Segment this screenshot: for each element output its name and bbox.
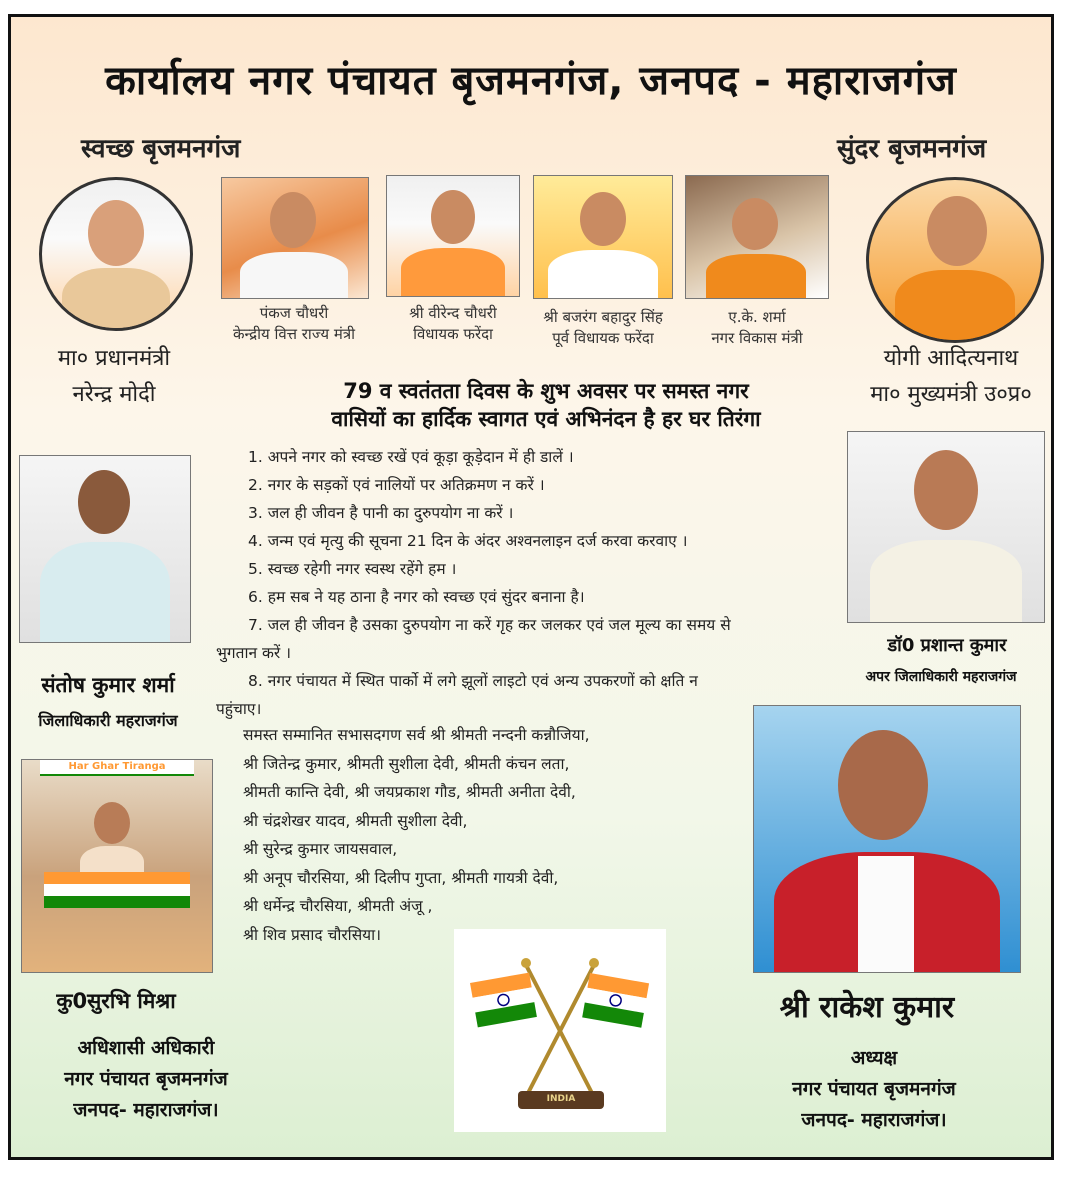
eo-photo: [21, 759, 213, 973]
leader-caption-3: [525, 307, 681, 349]
councillor-line: श्री चंद्रशेखर यादव, श्रीमती सुशीला देवी,: [243, 811, 468, 830]
dm-photo: [19, 455, 191, 643]
poster-banner: Har Ghar Tiranga: [40, 760, 194, 776]
page-title: कार्यालय नगर पंचायत बृजमनगंज, जनपद - महाराजगंज: [105, 58, 957, 104]
councillor-line: श्री अनूप चौरसिया, श्री दिलीप गुप्ता, श्रीमती गायत्री देवी,: [243, 868, 559, 887]
councillor-list: [243, 721, 713, 949]
adm-role: अपर जिलाधिकारी महराजगंज: [865, 669, 1017, 685]
leader-role: नगर विकास मंत्री: [711, 329, 803, 347]
pm-name: नरेन्द्र मोदी: [72, 382, 156, 407]
instruction-item-cont: भुगतान करें ।: [216, 644, 292, 662]
chairman-roles: [729, 1043, 1019, 1136]
leader-name: श्री वीरेन्द चौधरी: [409, 304, 497, 322]
eo-name: कु0सुरभि मिश्रा: [56, 989, 176, 1013]
instruction-list: [216, 443, 846, 723]
instruction-item-cont: पहुंचाए।: [216, 700, 262, 718]
councillor-line: श्री जितेन्द्र कुमार, श्रीमती सुशीला देवी, श्रीमती कंचन लता,: [243, 754, 570, 773]
leader-caption-2: [385, 303, 521, 345]
leader-photo-3: [533, 175, 673, 299]
leader-role: विधायक फरेंदा: [413, 325, 493, 343]
leader-caption-1: [203, 303, 385, 345]
dm-role: जिलाधिकारी महराजगंज: [38, 711, 178, 730]
leader-photo-2: [386, 175, 520, 297]
eo-role-line: नगर पंचायत बृजमनगंज: [64, 1068, 228, 1090]
leader-role: पूर्व विधायक फरेंदा: [552, 329, 654, 347]
chairman-role-line: जनपद- महाराजगंज।: [801, 1109, 947, 1131]
cm-name: योगी आदित्यनाथ: [883, 346, 1019, 371]
councillor-line: श्री धर्मेन्द्र चौरसिया, श्रीमती अंजू ,: [243, 897, 433, 915]
chairman-role-line: अध्यक्ष: [850, 1047, 898, 1069]
pm-photo: [39, 177, 193, 331]
cm-title: मा० मुख्यमंत्री उ०प्र०: [870, 382, 1032, 407]
instruction-item: 4. जन्म एवं मृत्यु की सूचना 21 दिन के अंदर अश्वनलाइन दर्ज करवा करवाए ।: [248, 532, 688, 550]
leader-role: केन्द्रीय वित्त राज्य मंत्री: [232, 325, 356, 343]
leader-photo-4: [685, 175, 829, 299]
adm-photo: [847, 431, 1045, 623]
cm-photo: [866, 177, 1044, 343]
eo-role-line: जनपद- महाराजगंज।: [73, 1099, 219, 1121]
pm-title: मा० प्रधानमंत्री: [57, 346, 171, 371]
leader-caption-4: [687, 307, 827, 349]
leader-name: पंकज चौधरी: [259, 304, 329, 322]
dm-name: संतोष कुमार शर्मा: [41, 673, 175, 697]
poster: [8, 14, 1054, 1160]
instruction-item: 8. नगर पंचायत में स्थित पार्को में लगे झूलों लाइटो एवं अन्य उपकरणों को क्षति न: [248, 672, 698, 690]
councillor-line: श्रीमती कान्ति देवी, श्री जयप्रकाश गौड, श्रीमती अनीता देवी,: [243, 783, 576, 801]
instruction-item: 1. अपने नगर को स्वच्छ रखें एवं कूड़ा कूड़ेदान में ही डालें ।: [248, 448, 574, 466]
instruction-item: 3. जल ही जीवन है पानी का दुरुपयोग ना करें ।: [248, 504, 514, 522]
instruction-item: 5. स्वच्छ रहेगी नगर स्वस्थ रहेंगे हम ।: [248, 560, 457, 578]
chairman-photo: [753, 705, 1021, 973]
flag-base-label: INDIA: [546, 1094, 576, 1104]
pm-caption: [29, 341, 199, 413]
greeting-message: [201, 377, 891, 433]
instruction-item: 6. हम सब ने यह ठाना है नगर को स्वच्छ एवं सुंदर बनाना है।: [248, 588, 585, 606]
leader-name: ए.के. शर्मा: [728, 308, 786, 326]
councillor-line: श्री शिव प्रसाद चौरसिया।: [243, 925, 382, 944]
instruction-item: 7. जल ही जीवन है उसका दुरुपयोग ना करें गृह कर जलकर एवं जल मूल्य का समय से: [248, 616, 731, 634]
tagline-right: सुंदर बृजमनगंज: [837, 134, 987, 164]
councillor-line: श्री सुरेन्द्र कुमार जायसवाल,: [243, 840, 398, 858]
leader-photo-1: [221, 177, 369, 299]
greeting-line-1: 79 व स्वतंतता दिवस के शुभ अवसर पर समस्त नगर: [343, 379, 749, 403]
tagline-left: स्वच्छ बृजमनगंज: [81, 134, 241, 164]
leader-name: श्री बजरंग बहादुर सिंह: [543, 308, 663, 326]
adm-name: डॉ0 प्रशान्त कुमार: [887, 635, 1007, 656]
councillor-line: समस्त सम्मानित सभासदगण सर्व श्री श्रीमती नन्दनी कन्नौजिया,: [243, 726, 590, 744]
chairman-name: श्री राकेश कुमार: [779, 990, 955, 1025]
greeting-line-2: वासियों का हार्दिक स्वागत एवं अभिनंदन है हर घर तिरंगा: [331, 407, 761, 431]
instruction-item: 2. नगर के सड़कों एवं नालियों पर अतिक्रमण न करें ।: [248, 476, 545, 494]
eo-roles: [15, 1033, 277, 1126]
crossed-flags: [454, 929, 666, 1132]
chairman-role-line: नगर पंचायत बृजमनगंज: [792, 1078, 956, 1100]
eo-role-line: अधिशासी अधिकारी: [77, 1037, 215, 1059]
